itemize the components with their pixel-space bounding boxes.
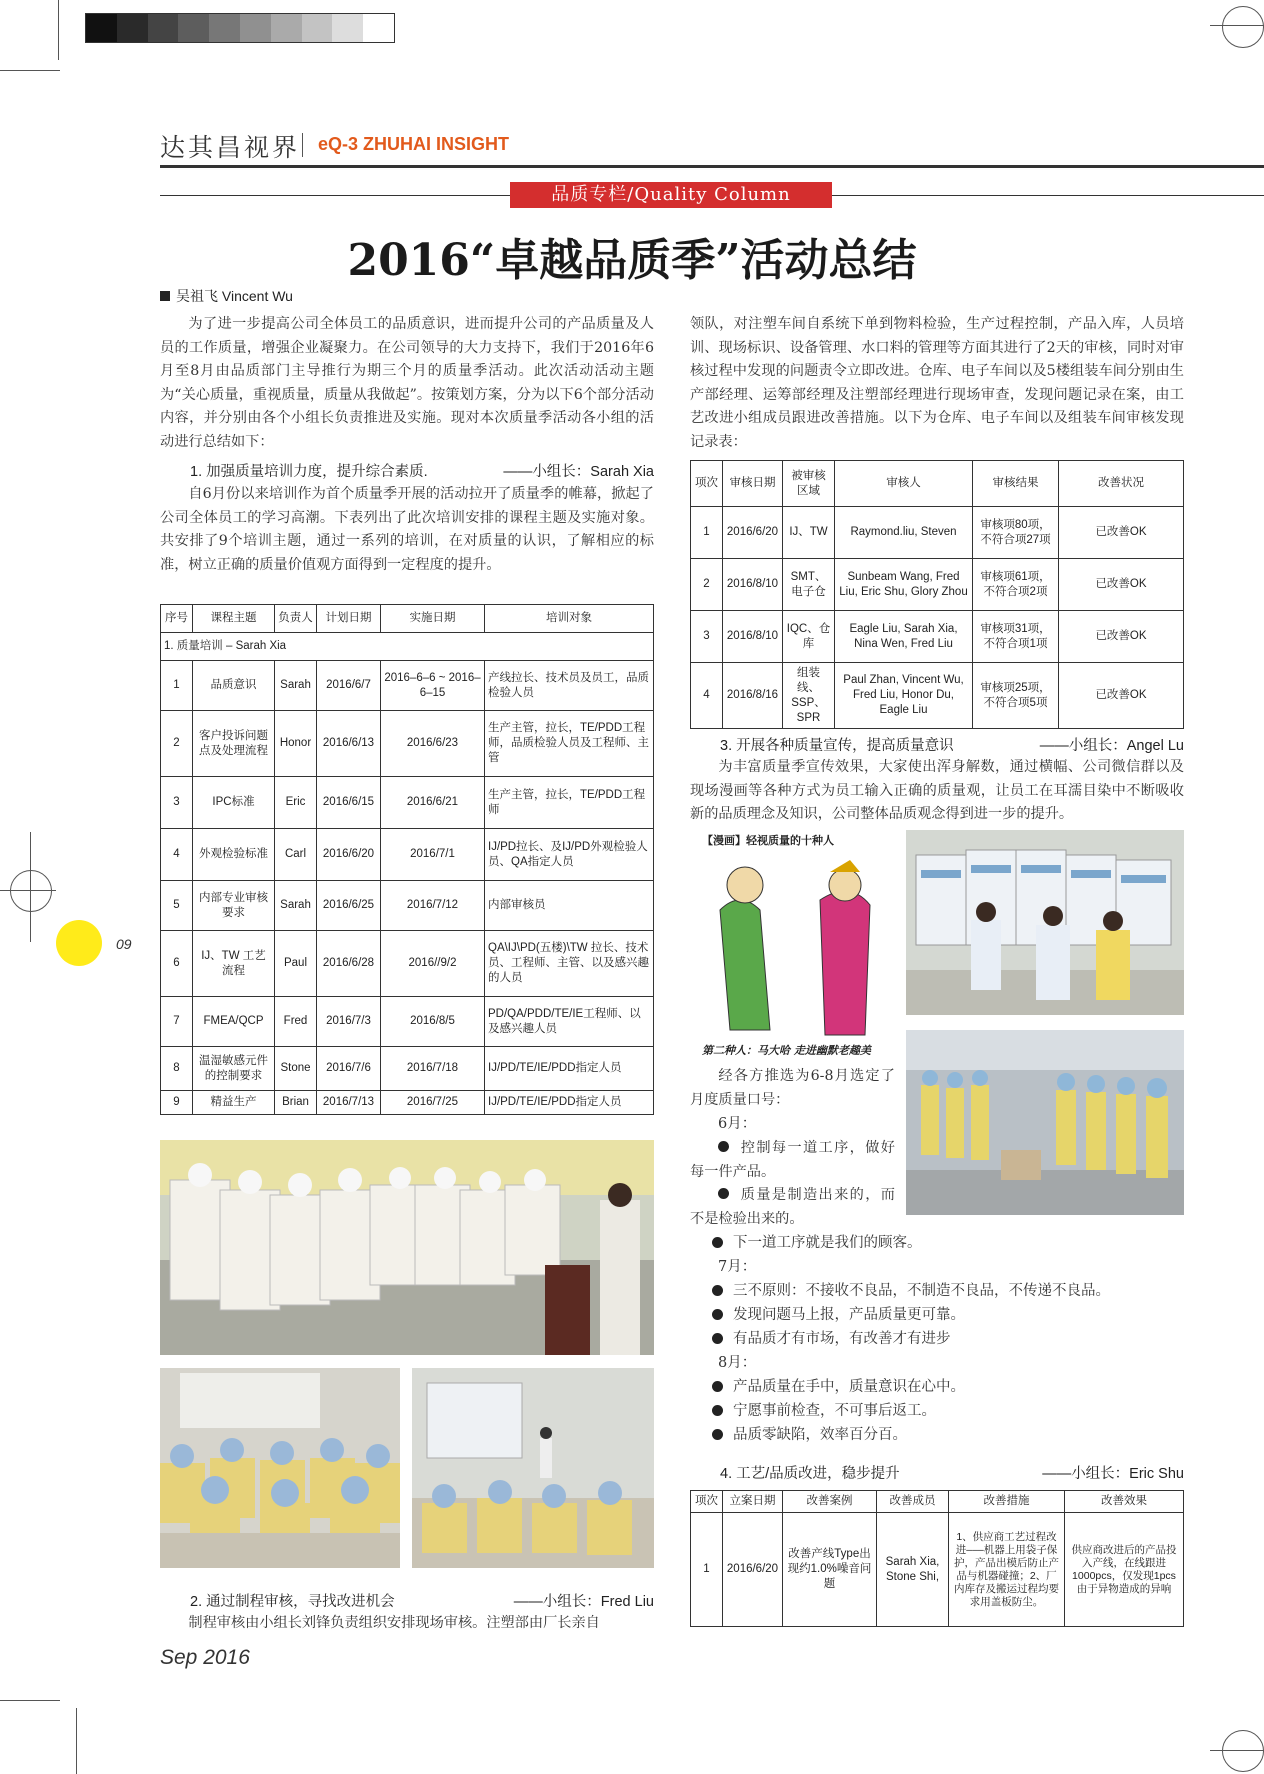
slogan-intro-text: 经各方推选为6-8月选定了月度质量口号： [690, 1068, 895, 1108]
table-cell: 改善产线Type出现约1.0%噪音问题 [783, 1513, 877, 1627]
section2-paragraph-cont [690, 313, 1184, 454]
slogan-item [690, 1137, 895, 1184]
table-cell: 审核项80项，不符合项27项 [973, 507, 1059, 559]
table-cell: Sunbeam Wang, Fred Liu, Eric Shu, Glory Zhou [835, 559, 973, 611]
table-cell: 2016/7/6 [317, 1047, 381, 1091]
table-header-row [691, 1491, 1184, 1513]
table-cell: 2016/7/13 [317, 1091, 381, 1115]
table-cell: 产线拉长、技术员及员工，品质检验人员 [485, 661, 654, 711]
table-row [161, 881, 654, 931]
table-cell: SMT、电子仓 [783, 559, 835, 611]
table-cell: FMEA/QCP [193, 997, 275, 1047]
slogan-item [712, 1232, 922, 1256]
magazine-brand: 达其昌视界 [160, 133, 301, 162]
table-cell: 生产主管，拉长，TE/PDD工程师 [485, 777, 654, 829]
table-header-cell: 序号 [161, 605, 193, 633]
author-byline [160, 286, 293, 306]
slogan-item [712, 1424, 907, 1448]
table-cell: Brian [275, 1091, 317, 1115]
table-cell: 2016/6/20 [723, 1513, 783, 1627]
table-cell: 2016/6/28 [317, 931, 381, 997]
table-header-cell: 负责人 [275, 605, 317, 633]
table-row [161, 997, 654, 1047]
training-photo-large [160, 1140, 654, 1355]
section2-leader: ——小组长：Fred Liu [513, 1594, 654, 1610]
table-cell: 2016/6/20 [317, 829, 381, 881]
grayscale-bar [85, 13, 395, 43]
crop-mark [0, 1700, 60, 1701]
slogan-item [712, 1376, 965, 1400]
table-cell: 2016/8/10 [723, 559, 783, 611]
registration-mark [1222, 6, 1264, 48]
section2-title: 2. 通过制程审核，寻找改进机会 [190, 1594, 395, 1610]
table-cell: 9 [161, 1091, 193, 1115]
section1-title: 1. 加强质量培训力度，提升综合素质. [190, 464, 428, 480]
table-cell: 1 [691, 1513, 723, 1627]
magazine-brand-en: eQ-3 ZHUHAI INSIGHT [318, 134, 510, 154]
table-header-cell: 立案日期 [723, 1491, 783, 1513]
table-cell: 2016/6/15 [317, 777, 381, 829]
table-row [161, 711, 654, 777]
table-cell: Paul Zhan, Vincent Wu, Fred Liu, Honor Du, Eagle Liu [835, 663, 973, 729]
registration-mark [30, 832, 31, 942]
table-group-row: 1. 质量培训 – Sarah Xia [161, 633, 654, 661]
table-cell: 2016/7/1 [381, 829, 485, 881]
section4-heading [720, 1462, 1184, 1483]
slogan-item [712, 1304, 965, 1328]
section2-text-a: 制程审核由小组长刘锋负责组织安排现场审核。注塑部由厂长亲自 [188, 1615, 600, 1631]
table-cell: 1 [161, 661, 193, 711]
section1-leader: ——小组长：Sarah Xia [503, 464, 654, 480]
table-cell: Sarah [275, 881, 317, 931]
author-name: 吴祖飞 Vincent Wu [176, 288, 293, 304]
training-table [160, 604, 654, 1115]
slogan-text: 发现问题马上报，产品质量更可靠。 [733, 1307, 965, 1323]
table-cell: Raymond.liu, Steven [835, 507, 973, 559]
slogan-text: 产品质量在手中，质量意识在心中。 [733, 1379, 965, 1395]
table-cell: IJ/PD拉长、及IJ/PD外观检验人员、QA指定人员 [485, 829, 654, 881]
section2-text-b: 领队，对注塑车间自系统下单到物料检验，生产过程控制，产品入库，人员培训、现场标识、设备管理、水口料的管理等方面其进行了2天的审核，同时对审核过程中发现的问题责令立即改进。仓库、电子车间以及5楼组装车间分别由生产部经理、运筹部经理及注塑部经理进行现场审查，发现问题记录在案，由工艺改进小组成员跟进改善措施。以下为仓库、电子车间以及组装车间审核发现记录表： [690, 316, 1184, 450]
table-cell: 4 [691, 663, 723, 729]
table-row [161, 661, 654, 711]
comic-caption-top: 【漫画】轻视质量的十种人 [702, 835, 834, 847]
table-header-cell: 计划日期 [317, 605, 381, 633]
table-cell: 内部专业审核要求 [193, 881, 275, 931]
slogan-text: 下一道工序就是我们的顾客。 [733, 1235, 922, 1251]
table-cell: Eagle Liu, Sarah Xia, Nina Wen, Fred Liu [835, 611, 973, 663]
table-cell: 5 [161, 881, 193, 931]
table-cell: 3 [691, 611, 723, 663]
intro-text: 为了进一步提高公司全体员工的品质意识，进而提升公司的产品质量及人员的工作质量，增强企业凝聚力。在公司领导的大力支持下，我们于2016年6月至8月由品质部门主导推行为期三个月的质量季活动。此次活动活动主题为“关心质量，重视质量，质量从我做起”。按策划方案，分为以下6个部分活动内容，并分别由各个小组长负责推进及实施。现对本次质量季活动各小组的活动进行总结如下： [160, 316, 654, 450]
table-cell: 2 [691, 559, 723, 611]
slogan-text: 三不原则：不接收不良品，不制造不良品，不传递不良品。 [733, 1283, 1110, 1299]
table-cell: 2016/6/25 [317, 881, 381, 931]
audit-table [690, 460, 1184, 729]
table-header-cell: 审核日期 [723, 461, 783, 507]
section3-heading [720, 734, 1184, 755]
table-header-cell: 被审核区域 [783, 461, 835, 507]
slogan-item [690, 1184, 895, 1231]
table-cell: 7 [161, 997, 193, 1047]
slogan-item [712, 1328, 951, 1352]
intro-paragraph [160, 313, 654, 454]
table-header-row [691, 461, 1184, 507]
table-cell: 2016/6/20 [723, 507, 783, 559]
slogan-text: 有品质才有市场，有改善才有进步 [733, 1331, 951, 1347]
table-cell: IJ/PD/TE/IE/PDD指定人员 [485, 1047, 654, 1091]
table-row [161, 1091, 654, 1115]
slogan-item [712, 1400, 936, 1424]
table-cell: 组装线、SSP、SPR [783, 663, 835, 729]
table-cell: 品质意识 [193, 661, 275, 711]
table-cell: 2016/6/13 [317, 711, 381, 777]
table-cell: IJ、TW [783, 507, 835, 559]
table-cell: 已改善OK [1059, 611, 1184, 663]
section3-text: 为丰富质量季宣传效果，大家使出浑身解数，通过横幅、公司微信群以及现场漫画等各种方式为员工输入正确的质量观，让员工在耳濡目染中不断吸收新的品质理念及知识，公司整体品质观念得到进一步的提升。 [690, 759, 1184, 822]
table-cell: 已改善OK [1059, 559, 1184, 611]
table-row [691, 1513, 1184, 1627]
table-cell: 外观检验标准 [193, 829, 275, 881]
issue-date: Sep 2016 [160, 1646, 250, 1669]
table-cell: 2016/7/25 [381, 1091, 485, 1115]
table-header-cell: 课程主题 [193, 605, 275, 633]
improvement-table [690, 1490, 1184, 1627]
table-header-cell: 项次 [691, 461, 723, 507]
table-cell: 2016/8/16 [723, 663, 783, 729]
table-cell: 2016–6–6 ~ 2016–6–15 [381, 661, 485, 711]
table-row [691, 663, 1184, 729]
section2-heading [190, 1590, 654, 1611]
section3-leader: ——小组长：Angel Lu [1039, 738, 1184, 754]
crop-mark [76, 1708, 77, 1774]
registration-mark [1222, 1730, 1264, 1772]
table-cell: Fred [275, 997, 317, 1047]
table-cell: IJ/PD/TE/IE/PDD指定人员 [485, 1091, 654, 1115]
slogan-month-7: 7月： [718, 1259, 757, 1275]
registration-mark [0, 890, 56, 891]
table-header-cell: 审核结果 [973, 461, 1059, 507]
table-cell: 1、供应商工艺过程改进–––机器上用袋子保护，产品出模后防止产品与机器碰撞；2、厂内库存及搬运过程均要求用盖板防尘。 [949, 1513, 1065, 1627]
table-row [161, 931, 654, 997]
slogan-text: 质量是制造出来的，而不是检验出来的。 [690, 1187, 895, 1227]
slogan-text: 品质零缺陷，效率百分百。 [733, 1427, 907, 1443]
table-cell: 8 [161, 1047, 193, 1091]
quality-assembly-photo [906, 1030, 1184, 1215]
table-cell: Sarah Xia, Stone Shi, [877, 1513, 949, 1627]
table-header-row [161, 605, 654, 633]
slogan-text: 宁愿事前检查，不可事后返工。 [733, 1403, 936, 1419]
table-cell: 2016/6/23 [381, 711, 485, 777]
table-cell: 供应商改进后的产品投入产线，在线跟进1000pcs，仅发现1pcs由于异物造成的异响 [1065, 1513, 1184, 1627]
table-cell: 2016/6/21 [381, 777, 485, 829]
table-cell: 6 [161, 931, 193, 997]
slogan-month-6: 6月： [718, 1116, 757, 1132]
table-cell: 2016/6/7 [317, 661, 381, 711]
comic-caption-bottom: 第二种人：马大哈 走进幽默老趣美 [702, 1044, 871, 1057]
table-cell: 审核项31项，不符合项1项 [973, 611, 1059, 663]
table-row [691, 559, 1184, 611]
section3-paragraph [690, 756, 1184, 827]
table-row [691, 611, 1184, 663]
crop-mark [0, 70, 60, 71]
table-cell: 已改善OK [1059, 507, 1184, 559]
table-cell: 4 [161, 829, 193, 881]
table-cell: 2 [161, 711, 193, 777]
table-cell: 2016/8/10 [723, 611, 783, 663]
table-cell: 2016/7/12 [381, 881, 485, 931]
table-row [691, 507, 1184, 559]
table-cell: 精益生产 [193, 1091, 275, 1115]
slogan-item [712, 1280, 1110, 1304]
table-cell: 2016/7/18 [381, 1047, 485, 1091]
table-row [161, 829, 654, 881]
slogan-intro [690, 1065, 895, 1112]
table-header-cell: 改善效果 [1065, 1491, 1184, 1513]
table-cell: Honor [275, 711, 317, 777]
column-tag: 品质专栏/Quality Column [510, 182, 832, 208]
table-header-cell: 改善成员 [877, 1491, 949, 1513]
table-header-cell: 审核人 [835, 461, 973, 507]
section2-paragraph-start [160, 1612, 654, 1636]
table-cell: Carl [275, 829, 317, 881]
section1-heading [190, 460, 654, 481]
table-cell: IPC标准 [193, 777, 275, 829]
training-photo-classroom [160, 1368, 400, 1568]
brand-divider [302, 133, 303, 157]
table-cell: QA\IJ\PD(五楼)\TW 拉长、技术员、工程师、主管、以及感兴趣的人员 [485, 931, 654, 997]
training-photo-presentation [412, 1368, 654, 1568]
section1-paragraph [160, 483, 654, 577]
section4-leader: ——小组长：Eric Shu [1042, 1466, 1184, 1482]
table-cell: 审核项25项，不符合项5项 [973, 663, 1059, 729]
table-cell: 2016/8/5 [381, 997, 485, 1047]
table-cell: 内部审核员 [485, 881, 654, 931]
quality-comic [700, 830, 900, 1060]
table-cell: 1 [691, 507, 723, 559]
table-row [161, 1047, 654, 1091]
table-header-cell: 改善状况 [1059, 461, 1184, 507]
table-cell: 生产主管，拉长，TE/PDD工程师，品质检验人员及工程师、主管 [485, 711, 654, 777]
table-cell: 已改善OK [1059, 663, 1184, 729]
section1-text: 自6月份以来培训作为首个质量季开展的活动拉开了质量季的帷幕，掀起了公司全体员工的学习高潮。下表列出了此次培训安排的课程主题及实施对象。共安排了9个培训主题，通过一系列的培训，在对质量的认识，了解相应的标准，树立正确的质量价值观方面得到一定程度的提升。 [160, 486, 654, 573]
table-cell: Paul [275, 931, 317, 997]
table-cell: 审核项61项，不符合项2项 [973, 559, 1059, 611]
table-cell: Sarah [275, 661, 317, 711]
page-number-dot [56, 920, 102, 966]
table-cell: 2016/7/3 [317, 997, 381, 1047]
table-row [161, 777, 654, 829]
header-rule [160, 165, 1264, 168]
slogan-month-8: 8月： [718, 1355, 757, 1371]
table-header-cell: 改善措施 [949, 1491, 1065, 1513]
table-cell: 2016//9/2 [381, 931, 485, 997]
table-header-cell: 改善案例 [783, 1491, 877, 1513]
quality-exhibition-photo [906, 830, 1184, 1015]
table-header-cell: 实施日期 [381, 605, 485, 633]
table-cell: 客户投诉问题点及处理流程 [193, 711, 275, 777]
table-cell: IQC、仓库 [783, 611, 835, 663]
table-cell: 温湿敏感元件的控制要求 [193, 1047, 275, 1091]
section4-title: 4. 工艺/品质改进，稳步提升 [720, 1466, 900, 1482]
section3-title: 3. 开展各种质量宣传，提高质量意识 [720, 738, 954, 754]
table-cell: Eric [275, 777, 317, 829]
slogan-text: 控制每一道工序，做好每一件产品。 [690, 1140, 895, 1180]
table-cell: 3 [161, 777, 193, 829]
crop-mark [58, 0, 59, 60]
table-cell: PD/QA/PDD/TE/IE工程师、以及感兴趣人员 [485, 997, 654, 1047]
registration-mark [10, 870, 52, 912]
article-title: 2016“卓越品质季”活动总结 [347, 235, 917, 286]
page-number: 09 [116, 936, 132, 952]
table-cell: IJ、TW 工艺流程 [193, 931, 275, 997]
table-header-cell: 项次 [691, 1491, 723, 1513]
table-header-cell: 培训对象 [485, 605, 654, 633]
table-cell: Stone [275, 1047, 317, 1091]
